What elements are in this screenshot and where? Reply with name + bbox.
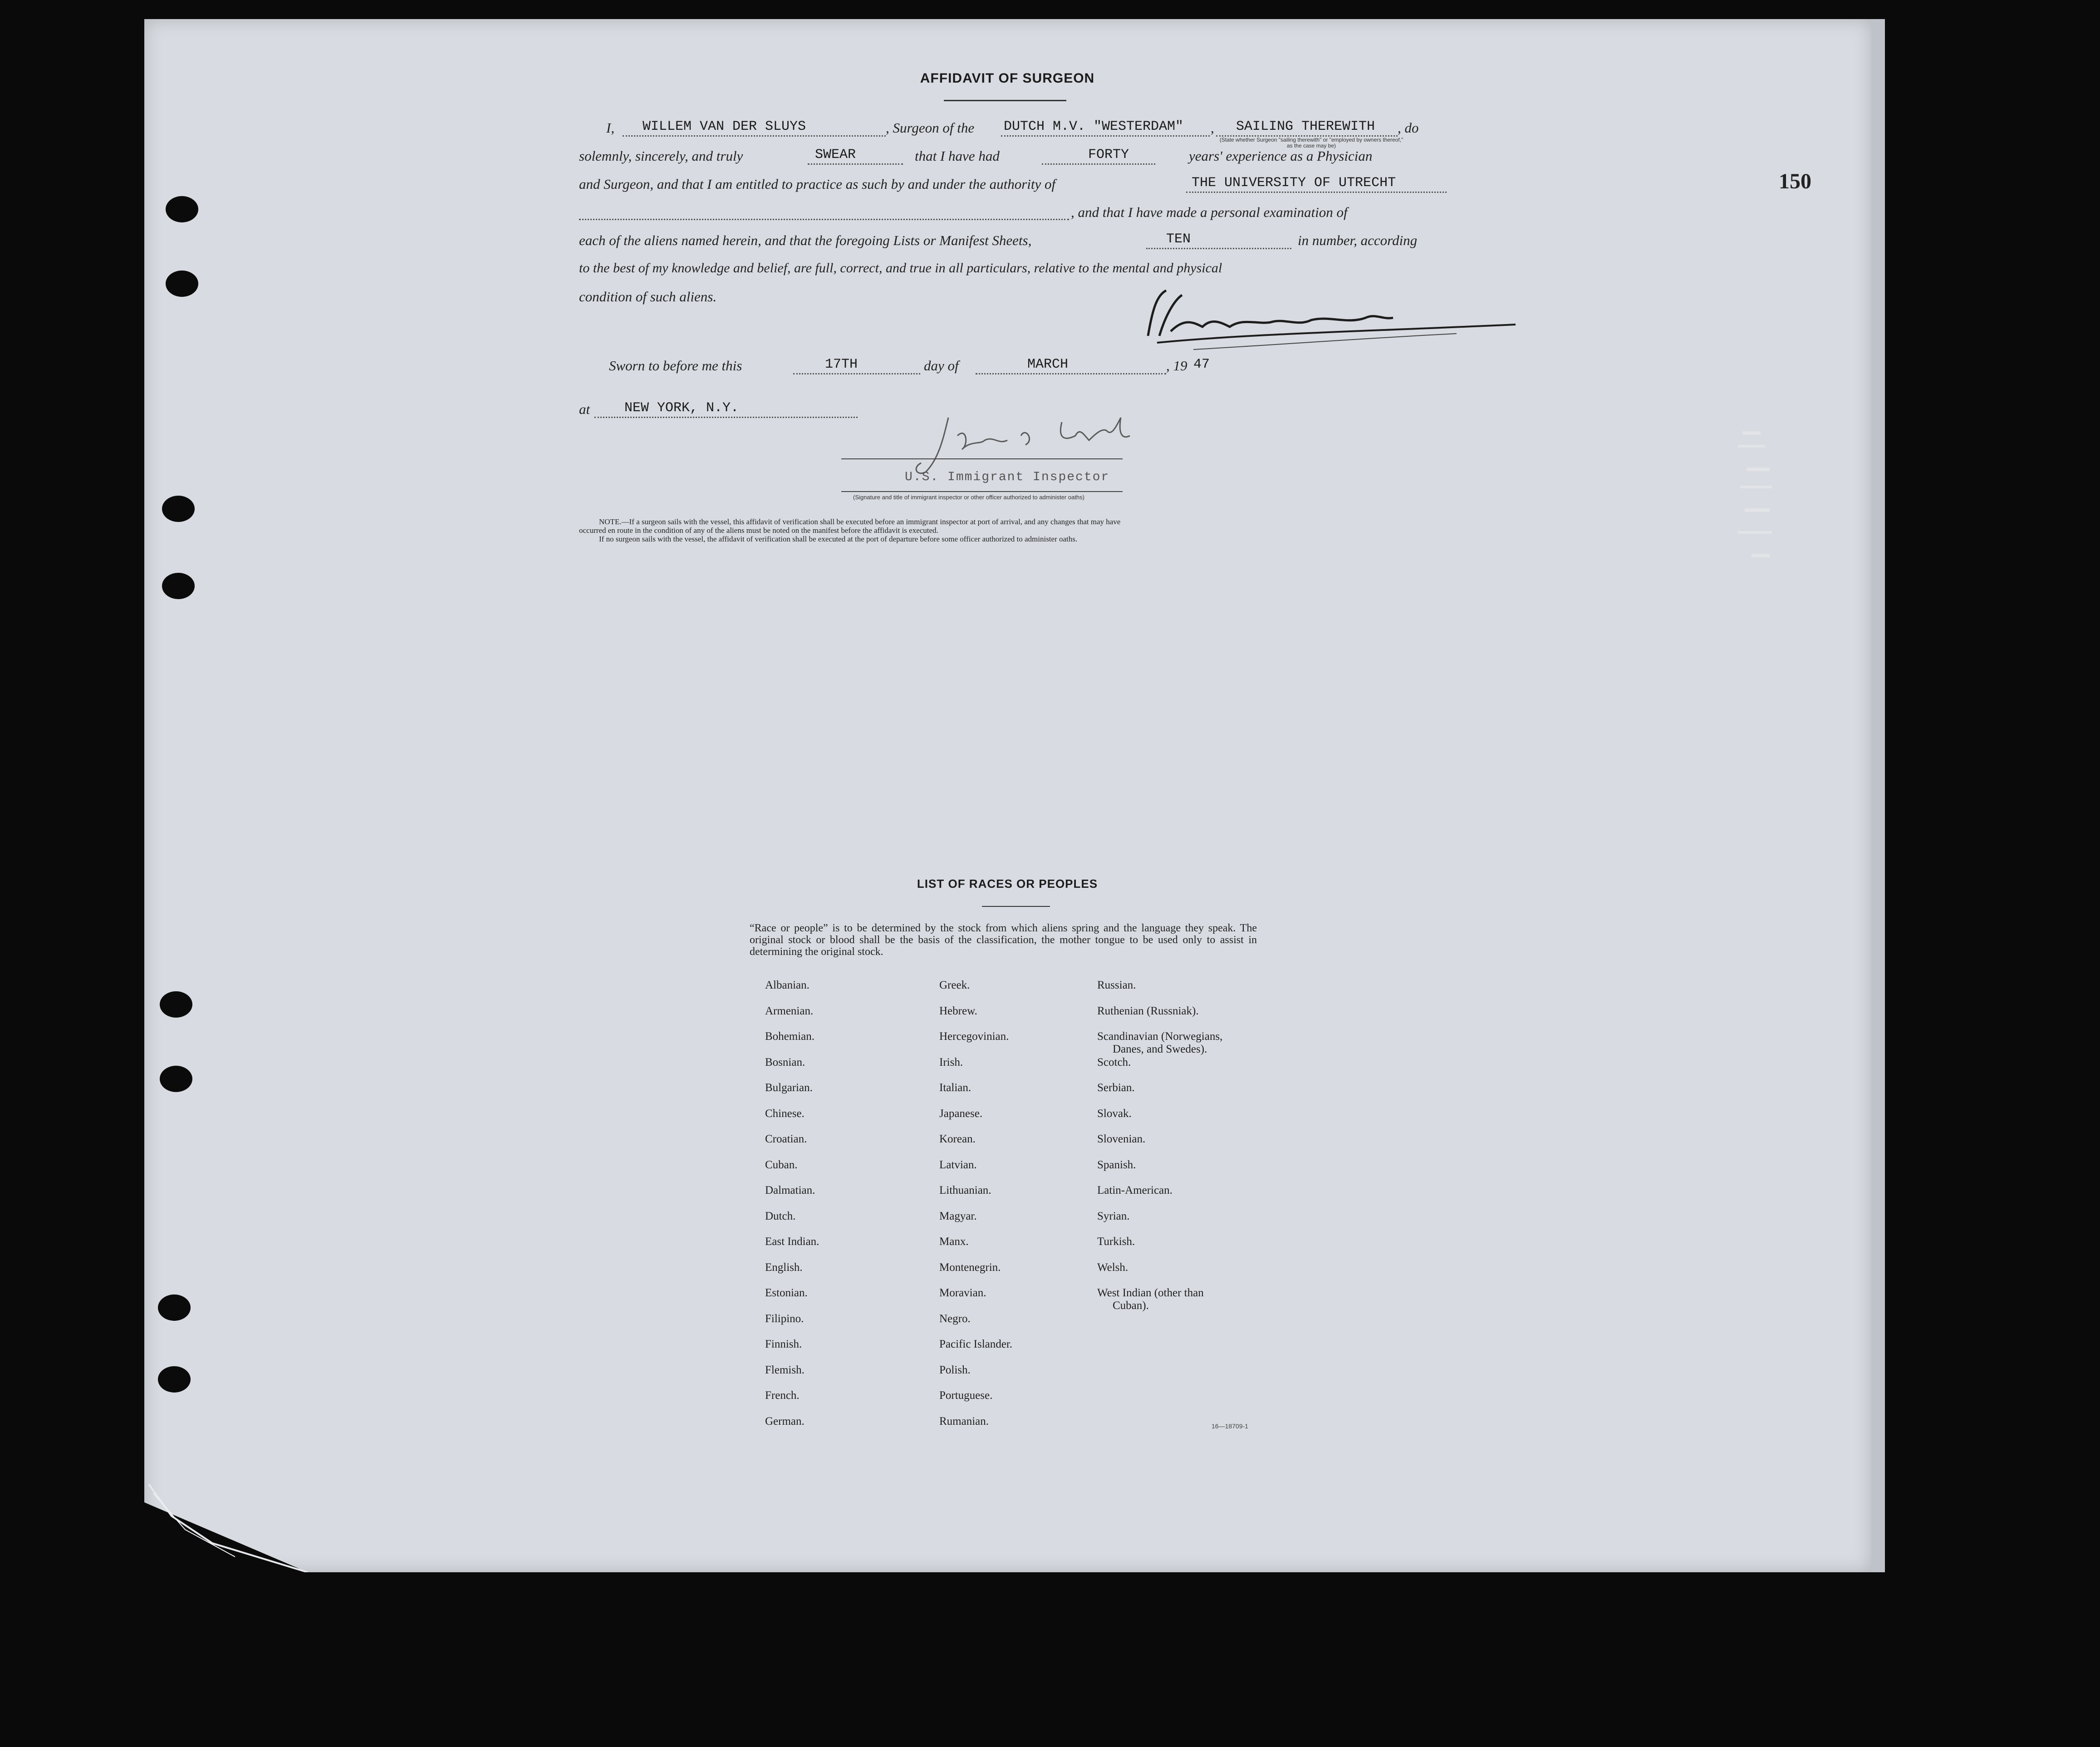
affidavit-text: ,	[1211, 120, 1214, 136]
punch-hole	[158, 1294, 191, 1321]
race-item: Moravian.	[939, 1287, 986, 1299]
race-item: Danes, and Swedes).	[1113, 1043, 1207, 1055]
race-item: Italian.	[939, 1082, 971, 1094]
sworn-year-prefix: , 19	[1166, 358, 1187, 374]
race-item: Chinese.	[765, 1107, 805, 1120]
race-item: Japanese.	[939, 1107, 983, 1120]
punch-hole	[162, 573, 195, 599]
race-item: Albanian.	[765, 979, 810, 991]
race-item: Magyar.	[939, 1210, 977, 1222]
manifest-sheets-count: TEN	[1166, 231, 1191, 247]
race-item: Russian.	[1097, 979, 1136, 991]
sworn-day: 17TH	[825, 357, 858, 372]
years-experience: FORTY	[1088, 147, 1129, 162]
race-item: Hebrew.	[939, 1004, 977, 1017]
race-item: Spanish.	[1097, 1158, 1136, 1171]
race-item: Greek.	[939, 979, 970, 991]
race-item: Montenegrin.	[939, 1261, 1001, 1274]
sworn-day-of: day of	[924, 358, 959, 374]
sworn-at-label: at	[579, 401, 590, 417]
licensing-authority: THE UNIVERSITY OF UTRECHT	[1192, 175, 1396, 191]
surgeon-status: SAILING THEREWITH	[1236, 119, 1375, 134]
race-item: Manx.	[939, 1235, 969, 1248]
races-title: LIST OF RACES OR PEOPLES	[917, 877, 1098, 891]
dotted-line	[808, 163, 903, 165]
race-item: East Indian.	[765, 1235, 819, 1248]
race-item: Lithuanian.	[939, 1184, 991, 1196]
races-title-rule	[982, 906, 1050, 907]
race-item: Dutch.	[765, 1210, 796, 1222]
signature-caption-rule	[841, 491, 1123, 492]
surgeon-signature	[1139, 281, 1525, 359]
dotted-line	[1146, 248, 1291, 249]
dotted-line	[976, 373, 1166, 374]
race-item: Cuban.	[765, 1158, 798, 1171]
race-item: Pacific Islander.	[939, 1338, 1013, 1350]
race-item: French.	[765, 1389, 800, 1402]
race-item: Korean.	[939, 1133, 976, 1145]
affidavit-text: to the best of my knowledge and belief, are full, correct, and true in all particulars, relative to the mental and physical	[579, 261, 1222, 276]
race-item: Slovak.	[1097, 1107, 1132, 1120]
affidavit-text: that I have had	[915, 148, 1000, 164]
note-line: occurred en route in the condition of any of the aliens must be noted on the manifest before the affidavit is executed.	[579, 526, 938, 535]
race-item: Bulgarian.	[765, 1082, 813, 1094]
race-item: Slovenian.	[1097, 1133, 1146, 1145]
race-item: Finnish.	[765, 1338, 802, 1350]
vessel-name: DUTCH M.V. "WESTERDAM"	[1004, 119, 1184, 134]
sworn-month: MARCH	[1027, 357, 1069, 372]
margin-stamp-marks	[1733, 427, 1788, 572]
race-item: Scotch.	[1097, 1056, 1131, 1068]
race-item: West Indian (other than	[1097, 1287, 1204, 1299]
form-number: 16—18709-1	[1212, 1422, 1248, 1430]
dotted-line	[594, 417, 858, 418]
race-item: Welsh.	[1097, 1261, 1129, 1274]
race-item: Cuban).	[1113, 1299, 1149, 1312]
race-item: Syrian.	[1097, 1210, 1130, 1222]
punch-hole	[162, 496, 195, 522]
punch-hole	[166, 271, 198, 297]
affidavit-text: solemnly, sincerely, and truly	[579, 148, 743, 164]
dotted-line	[1186, 192, 1447, 193]
race-item: Croatian.	[765, 1133, 807, 1145]
affidavit-text: and Surgeon, and that I am entitled to practice as such by and under the authority of	[579, 176, 1056, 192]
race-item: Filipino.	[765, 1312, 804, 1325]
dotted-line	[579, 219, 1069, 220]
race-item: Polish.	[939, 1363, 971, 1376]
affidavit-text: each of the aliens named herein, and that the foregoing Lists or Manifest Sheets,	[579, 232, 1032, 248]
race-item: Serbian.	[1097, 1082, 1135, 1094]
race-item: Dalmatian.	[765, 1184, 815, 1196]
race-item: Latin-American.	[1097, 1184, 1173, 1196]
page-curl	[144, 1475, 308, 1572]
race-item: Armenian.	[765, 1004, 814, 1017]
dotted-line	[793, 373, 920, 374]
race-item: Irish.	[939, 1056, 963, 1068]
title-rule	[944, 100, 1066, 101]
race-item: Bosnian.	[765, 1056, 805, 1068]
surgeon-name: WILLEM VAN DER SLUYS	[643, 119, 806, 134]
race-item: Hercegovinian.	[939, 1030, 1009, 1043]
race-item: Estonian.	[765, 1287, 808, 1299]
dotted-line	[1001, 135, 1210, 137]
punch-hole	[166, 196, 198, 222]
race-item: Bohemian.	[765, 1030, 815, 1043]
affidavit-text: condition of such aliens.	[579, 289, 717, 305]
affidavit-text: , do	[1398, 120, 1419, 136]
race-item: Flemish.	[765, 1363, 805, 1376]
affidavit-text: in number, according	[1298, 232, 1418, 248]
affidavit-text: , and that I have made a personal examination of	[1071, 204, 1348, 220]
dotted-line	[1042, 163, 1155, 165]
affidavit-title: AFFIDAVIT OF SURGEON	[920, 71, 1095, 86]
race-item: Latvian.	[939, 1158, 977, 1171]
races-intro: “Race or people” is to be determined by the stock from which aliens spring and the language they speak. The original stock or blood shall be the basis of the classification, the mother tongue to be used only to assist in determining the original stock.	[750, 922, 1257, 958]
affidavit-text: , Surgeon of the	[886, 120, 975, 136]
note-line: NOTE.—If a surgeon sails with the vessel, this affidavit of verification shall be executed before an immigrant inspector at port of arrival, and any changes that may have	[599, 517, 1121, 526]
signature-rule	[841, 458, 1123, 459]
signature-caption: (Signature and title of immigrant inspector or other officer authorized to administer oaths)	[853, 494, 1084, 501]
race-item: Turkish.	[1097, 1235, 1135, 1248]
punch-hole	[158, 1366, 191, 1393]
oath-word: SWEAR	[815, 147, 856, 162]
status-hint: (State whether Surgeon "sailing therewith" or "employed by owners thereof," as the case may be)	[1219, 137, 1403, 149]
inspector-stamp: U.S. Immigrant Inspector	[905, 470, 1110, 484]
race-item: Scandinavian (Norwegians,	[1097, 1030, 1223, 1043]
page-number: 150	[1779, 169, 1811, 193]
affidavit-text: years' experience as a Physician	[1189, 148, 1373, 164]
race-item: Negro.	[939, 1312, 971, 1325]
sworn-year: 47	[1193, 357, 1210, 372]
dotted-line	[623, 135, 886, 137]
race-item: English.	[765, 1261, 803, 1274]
race-item: Ruthenian (Russniak).	[1097, 1004, 1199, 1017]
sworn-place: NEW YORK, N.Y.	[624, 400, 739, 416]
race-item: German.	[765, 1415, 805, 1427]
punch-hole	[160, 991, 192, 1018]
affidavit-text: I,	[606, 120, 615, 136]
note-line: If no surgeon sails with the vessel, the affidavit of verification shall be executed at the port of departure before some officer authorized to administer oaths.	[599, 535, 1078, 543]
sworn-label: Sworn to before me this	[609, 358, 742, 374]
page-edge	[1871, 19, 1885, 1572]
punch-hole	[160, 1066, 192, 1092]
race-item: Portuguese.	[939, 1389, 993, 1402]
race-item: Rumanian.	[939, 1415, 989, 1427]
